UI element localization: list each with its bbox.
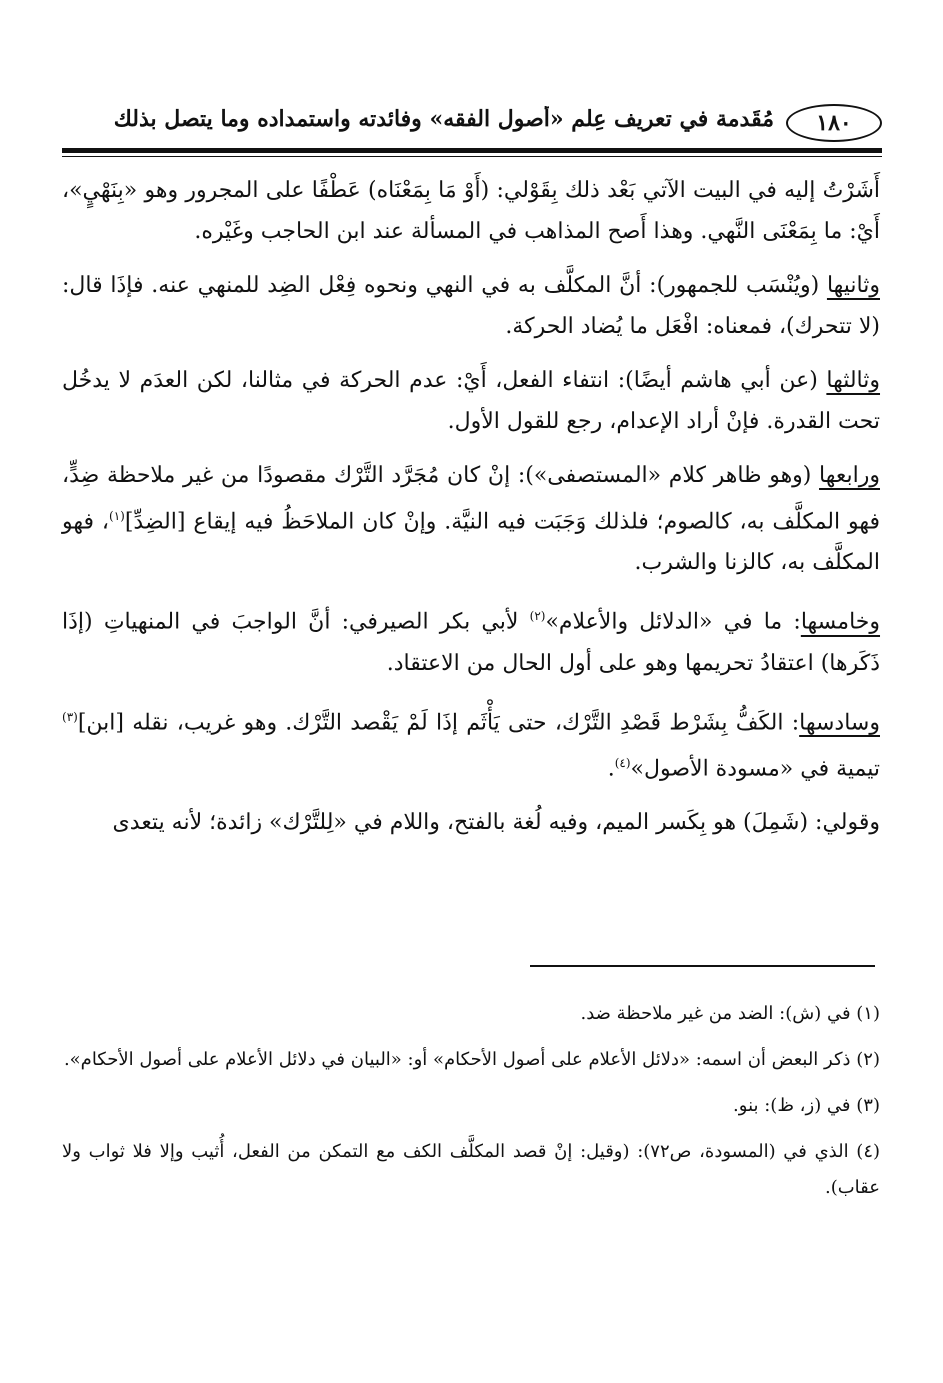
- paragraph-4-text: (وهو ظاهر كلام «المستصفى»): إنْ كان مُجَرَّد التَّرْك مقصودًا من غير ملاحظة ضِدٍّ، فهو المكلَّف به، كالصوم؛ فلذلك وَجَبَت فيه النيَّة. وإنْ كان الملاحَظُ فيه إيقاع [الضِدِّ]: [62, 463, 881, 535]
- header-rule-thin: [62, 156, 882, 157]
- footnote-1: (١) في (ش): الضد من غير ملاحظة ضد.: [580, 1003, 880, 1024]
- paragraph-5: [62, 596, 880, 683]
- page-number: ١٨٠: [816, 110, 852, 136]
- page-header: [62, 100, 882, 146]
- paragraph-6-text-c: .: [607, 756, 615, 782]
- paragraph-3-lead: وثالثها: [826, 368, 881, 393]
- paragraph-3: [62, 360, 880, 442]
- paragraph-6: [62, 697, 880, 790]
- footnotes: [62, 996, 880, 1216]
- page-number-badge: [786, 104, 882, 142]
- running-title: مُقَدمة في تعريف عِلم «أصول الفقه» وفائدته واستمداده وما يتصل بذلك: [113, 106, 774, 132]
- main-text: [62, 170, 880, 856]
- paragraph-5-lead: وخامسها: [800, 609, 881, 635]
- paragraph-3-text: (عن أبي هاشم أيضًا): انتفاء الفعل، أَيْ: عدم الحركة في مثالنا، لكن العدَم لا يدخُل تحت القدرة. فإنْ أراد الإعدام، رجع للقول الأول.: [62, 368, 880, 434]
- paragraph-4-end: ، فهو المكلَّف به، كالزنا والشرب.: [62, 509, 880, 576]
- paragraph-2-text: (ويُنْسَب للجمهور): أنَّ المكلَّف به في النهي ونحوه فِعْل الضِد للمنهي عنه. فإذَا قال: (لا تتحرك)، فمعناه: افْعَل ما يُضاد الحركة.: [62, 273, 880, 339]
- footnote-4: (٤) الذي في (المسودة، ص٧٢): (وقيل: إنْ قصد المكلَّف الكف مع التمكن من الفعل، أُثيب وإلا فلا ثواب ولا عقاب).: [62, 1141, 881, 1198]
- paragraph-6-lead: وسادسها: [799, 709, 880, 735]
- footnote-ref-4[interactable]: (٤): [614, 755, 631, 770]
- paragraph-5-text-b: لأبي بكر الصيرفي: أنَّ الواجبَ في المنهياتِ (إذَا ذَكَرها) اعتقادُ تحريمها وهو على أول الحال من الاعتقاد.: [62, 609, 880, 676]
- paragraph-2: [62, 265, 880, 347]
- paragraph-6-text-b: تيمية في «مسودة الأصول»: [630, 756, 880, 782]
- footnote-3: (٣) في (ز، ظ): بنو.: [733, 1095, 880, 1116]
- paragraph-2-lead: وثانيها: [826, 273, 880, 298]
- header-rule-thick: [62, 148, 882, 153]
- paragraph-4: [62, 455, 880, 583]
- paragraph-5-text-a: : ما في «الدلائل والأعلام»: [545, 609, 801, 635]
- footnote-separator: [530, 965, 875, 967]
- paragraph-7: وقولي: (شَمِلَ) هو بِكَسر الميم، وفيه لُغة بالفتح، واللام في «لِلتَّرْك» زائدة؛ لأنه يتعدى: [112, 810, 880, 836]
- footnote-2: (٢) ذكر البعض أن اسمه: «دلائل الأعلام على أصول الأحكام» أو: «البيان في دلائل الأعلام على أصول الأحكام».: [63, 1049, 880, 1070]
- footnote-ref-2[interactable]: (٢): [529, 609, 546, 624]
- footnote-ref-1[interactable]: (١): [109, 509, 125, 523]
- paragraph-4-lead: ورابعها: [819, 463, 880, 488]
- footnote-ref-3[interactable]: (٣): [62, 709, 78, 724]
- paragraph-6-text-a: : الكَفُّ بِشَرْط قَصْدِ التَّرْك، حتى يَأْثَم إذَا لَمْ يَقْصد التَّرْك. وهو غريب، نقله [ابن]: [77, 709, 800, 735]
- paragraph-1: أَشَرْتُ إليه في البيت الآتي بَعْد ذلك بِقَوْلي: (أَوْ مَا بِمَعْنَاه) عَطْفًا على المجرور وهو «بِنَهْيٍ»، أَيْ: ما بِمَعْنَى النَّهي. وهذا أَصح المذاهب في المسألة عند ابن الحاجب وغَيْره.: [62, 178, 880, 244]
